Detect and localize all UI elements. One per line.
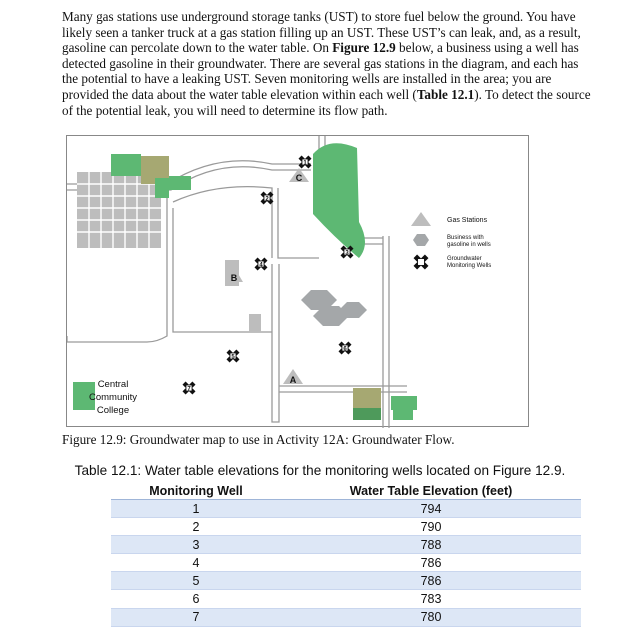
elevation-cell: 794 [281, 500, 581, 518]
well-marker-1 [298, 155, 311, 168]
legend-gas-stations: Gas Stations [447, 217, 488, 224]
svg-text:6: 6 [343, 346, 347, 353]
business-hexagons [301, 290, 367, 326]
table-row [111, 518, 581, 536]
figure-reference: Figure 12.9 [332, 40, 396, 56]
park-block [393, 410, 413, 420]
college-label [89, 379, 137, 416]
elevation-cell: 783 [281, 590, 581, 608]
svg-text:5: 5 [231, 354, 235, 361]
svg-text:1: 1 [303, 160, 307, 167]
groundwater-map [66, 135, 529, 427]
well-cell: 3 [111, 536, 281, 554]
legend-wells-line1: Groundwater [447, 256, 482, 262]
svg-text:4: 4 [259, 262, 263, 269]
intro-segment: Many gas stations use underground storage tanks (UST) to store fuel below the ground. You have likely seen a tanker truck at a gas station filling up an UST. These UST’s can leak, and, as a result, gasoline can percolate down to the water table. On [62, 9, 581, 56]
svg-text:College: College [96, 405, 130, 416]
svg-text:2: 2 [265, 196, 269, 203]
park-block [353, 408, 367, 420]
station-label-c: C [295, 173, 303, 183]
park-block [111, 154, 141, 176]
well-marker-5 [226, 349, 239, 362]
park-area [313, 143, 365, 258]
station-label-b: B [230, 273, 238, 283]
elevation-cell: 780 [281, 608, 581, 626]
table-row [111, 536, 581, 554]
well-cell: 4 [111, 554, 281, 572]
figure-caption: Figure 12.9: Groundwater map to use in Activity 12A: Groundwater Flow. [62, 432, 455, 447]
olive-block [367, 388, 381, 408]
legend-triangle [411, 212, 431, 226]
legend-business-line2: gasoline in wells [447, 242, 491, 248]
well-cell: 1 [111, 500, 281, 518]
park-block [155, 178, 169, 198]
well-cell: 6 [111, 590, 281, 608]
legend-well-marker [414, 255, 429, 270]
olive-block [353, 388, 367, 408]
table-title: Table 12.1: Water table elevations for the monitoring wells located on Figure 12.9. [74, 463, 566, 478]
svg-text:7: 7 [187, 386, 191, 393]
svg-text:Central: Central [97, 379, 129, 390]
svg-text:3: 3 [345, 250, 349, 257]
intro-segment: below, a business using a well has detected gasoline in their groundwater. There are several gas stations in the diagram, and each has the potential to have a leaking UST. Seven monitoring wells are installed in the area; you are provided the data about the water table elevation within each well ( [62, 40, 579, 102]
elevation-cell: 790 [281, 518, 581, 536]
legend-hexagon [413, 234, 429, 246]
legend-business-line1: Business with [447, 235, 484, 241]
park-block [169, 176, 191, 190]
well-cell: 2 [111, 518, 281, 536]
legend-wells-line2: Monitoring Wells [447, 263, 492, 269]
well-marker-6 [338, 341, 351, 354]
map-canvas [67, 136, 530, 428]
map-legend [411, 212, 491, 269]
intro-paragraph [62, 9, 592, 118]
table-row [111, 590, 581, 608]
table-row [111, 608, 581, 626]
table-row [111, 500, 581, 518]
well-marker-4 [254, 257, 267, 270]
water-table-elevations [111, 482, 581, 627]
well-cell: 5 [111, 572, 281, 590]
gray-block [249, 314, 261, 332]
well-cell: 7 [111, 608, 281, 626]
olive-block [141, 156, 169, 170]
table-row [111, 572, 581, 590]
svg-text:Community: Community [88, 392, 138, 403]
park-block [391, 396, 417, 410]
table-header-row [111, 482, 581, 500]
elevation-cell: 788 [281, 536, 581, 554]
column-header-well: Monitoring Well [111, 482, 281, 500]
intro-segment: ). To detect the source of the potential leak, you will need to determine its flow path. [62, 86, 591, 118]
table-reference: Table 12.1 [416, 86, 475, 102]
park-block [367, 408, 381, 420]
elevation-cell: 786 [281, 554, 581, 572]
station-label-a: A [289, 375, 297, 385]
well-marker-7 [182, 381, 195, 394]
elevation-cell: 786 [281, 572, 581, 590]
column-header-elevation: Water Table Elevation (feet) [281, 482, 581, 500]
table-row [111, 554, 581, 572]
